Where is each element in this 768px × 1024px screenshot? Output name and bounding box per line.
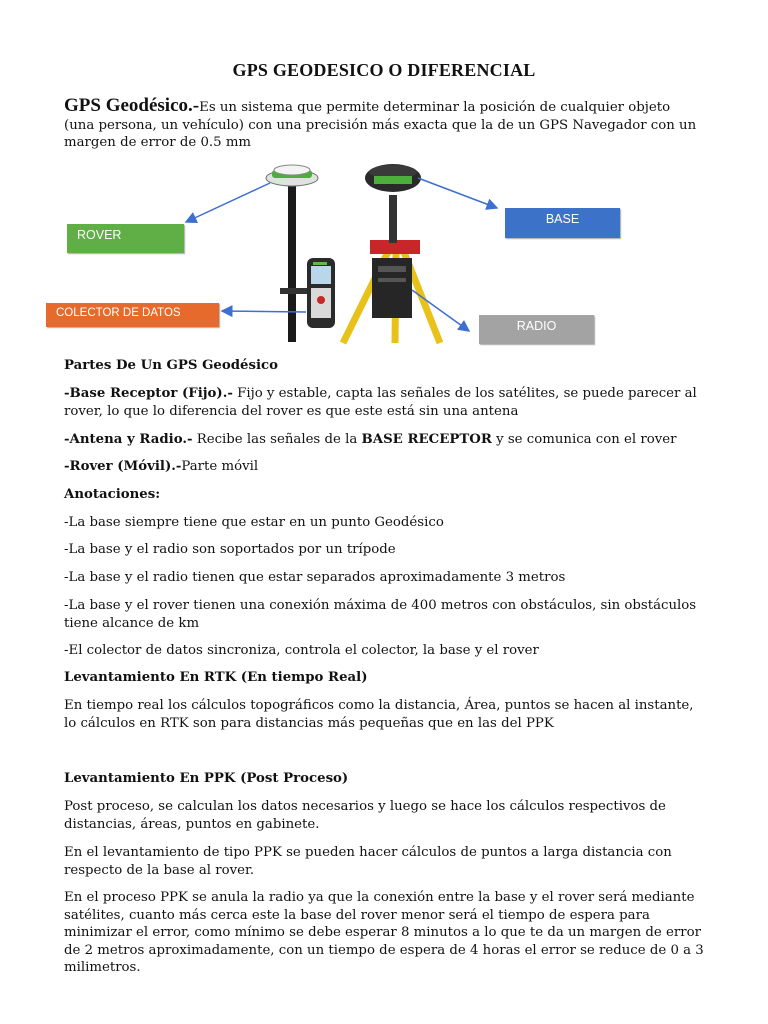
data-collector-device [307,258,335,328]
base-receptor-paragraph [64,385,704,420]
rtk-line-2: lo cálculos en RTK son para distancias más pequeñas que en las del PPK [64,715,554,731]
intro-heading: GPS Geodésico.- [64,95,200,116]
rtk-paragraph [64,697,704,732]
antena-head: -Antena y Radio.- [64,432,193,447]
rtk-line-1: En tiempo real los cálculos topográficos como la distancia, Área, puntos se hacen al instante, [64,698,694,713]
antena-bold: BASE RECEPTOR [361,432,492,447]
intro-paragraph [64,97,704,152]
page-title: GPS GEODESICO O DIFERENCIAL [232,60,536,80]
base-receptor-head: -Base Receptor (Fijo).- [64,386,233,401]
note-3: -La base y el radio tienen que estar separados aproximadamente 3 metros [64,570,566,585]
note-5: -El colector de datos sincroniza, controla el colector, la base y el rover [64,643,539,658]
intro-text-1: Es un sistema que permite determinar la posición de cualquier objeto [199,100,671,115]
ppk-c-line-4: de 2 metros aproximadamente, con un tiempo de espera de 4 horas el error se reduce de 0 a 3 [64,942,704,958]
note-4 [64,597,704,632]
rover-label: ROVER [67,224,184,253]
note-1: -La base siempre tiene que estar en un punto Geodésico [64,515,444,530]
base-receptor-text-1: Fijo y estable, capta las señales de los satélites, se puede parecer al [232,386,697,401]
ppk-c-line-1: En el proceso PPK se anula la radio ya que la conexión entre la base y el rover será mediante [64,890,695,905]
intro-text-2: (una persona, un vehículo) con una precisión más exacta que la de un GPS Navegador con un [64,117,697,133]
rover-text: Parte móvil [181,459,259,474]
colector-label: COLECTOR DE DATOS [46,303,219,327]
colector-arrow [222,311,306,312]
base-tripod [343,164,440,343]
partes-heading: Partes De Un GPS Geodésico [64,358,279,373]
note-4-line-2: tiene alcance de km [64,615,200,631]
rover-arrow [186,183,270,222]
anotaciones-heading: Anotaciones: [64,487,161,502]
ppk-paragraph-1 [64,798,704,833]
ppk-paragraph-3 [64,889,704,977]
ppk-b-line-1: En el levantamiento de tipo PPK se pueden hacer cálculos de puntos a larga distancia con [64,845,672,860]
ppk-a-line-2: distancias, áreas, puntos en gabinete. [64,816,320,832]
antena-text-1: Recibe las señales de la [192,432,362,447]
ppk-b-line-2: respecto de la base al rover. [64,862,255,878]
radio-arrow [412,290,469,331]
radio-label: RADIO [479,315,594,344]
intro-text-3: margen de error de 0.5 mm [64,135,252,150]
ppk-c-line-2: satélites, cuanto más cerca este la base del rover menor será el tiempo de espera para [64,907,650,923]
antena-text-2: y se comunica con el rover [491,432,677,447]
ppk-heading: Levantamiento En PPK (Post Proceso) [64,771,349,786]
ppk-c-line-5: milimetros. [64,960,141,975]
rover-paragraph [64,458,704,476]
rover-head: -Rover (Móvil).- [64,459,182,474]
base-receptor-text-2: rover, lo que lo diferencia del rover es que este está sin una antena [64,403,519,419]
ppk-c-line-3: minimizar el error, como mínimo se debe esperar 8 minutos a lo que te da un margen de error [64,925,701,940]
note-2: -La base y el radio son soportados por un trípode [64,542,396,557]
note-4-line-1: -La base y el rover tienen una conexión máxima de 400 metros con obstáculos, sin obstáculos [64,598,697,613]
ppk-a-line-1: Post proceso, se calculan los datos necesarios y luego se hace los cálculos respectivos de [64,799,666,814]
ppk-paragraph-2 [64,844,704,879]
base-label: BASE [505,208,620,238]
rtk-heading: Levantamiento En RTK (En tiempo Real) [64,670,368,685]
base-arrow [418,178,497,208]
antena-paragraph [64,431,704,449]
